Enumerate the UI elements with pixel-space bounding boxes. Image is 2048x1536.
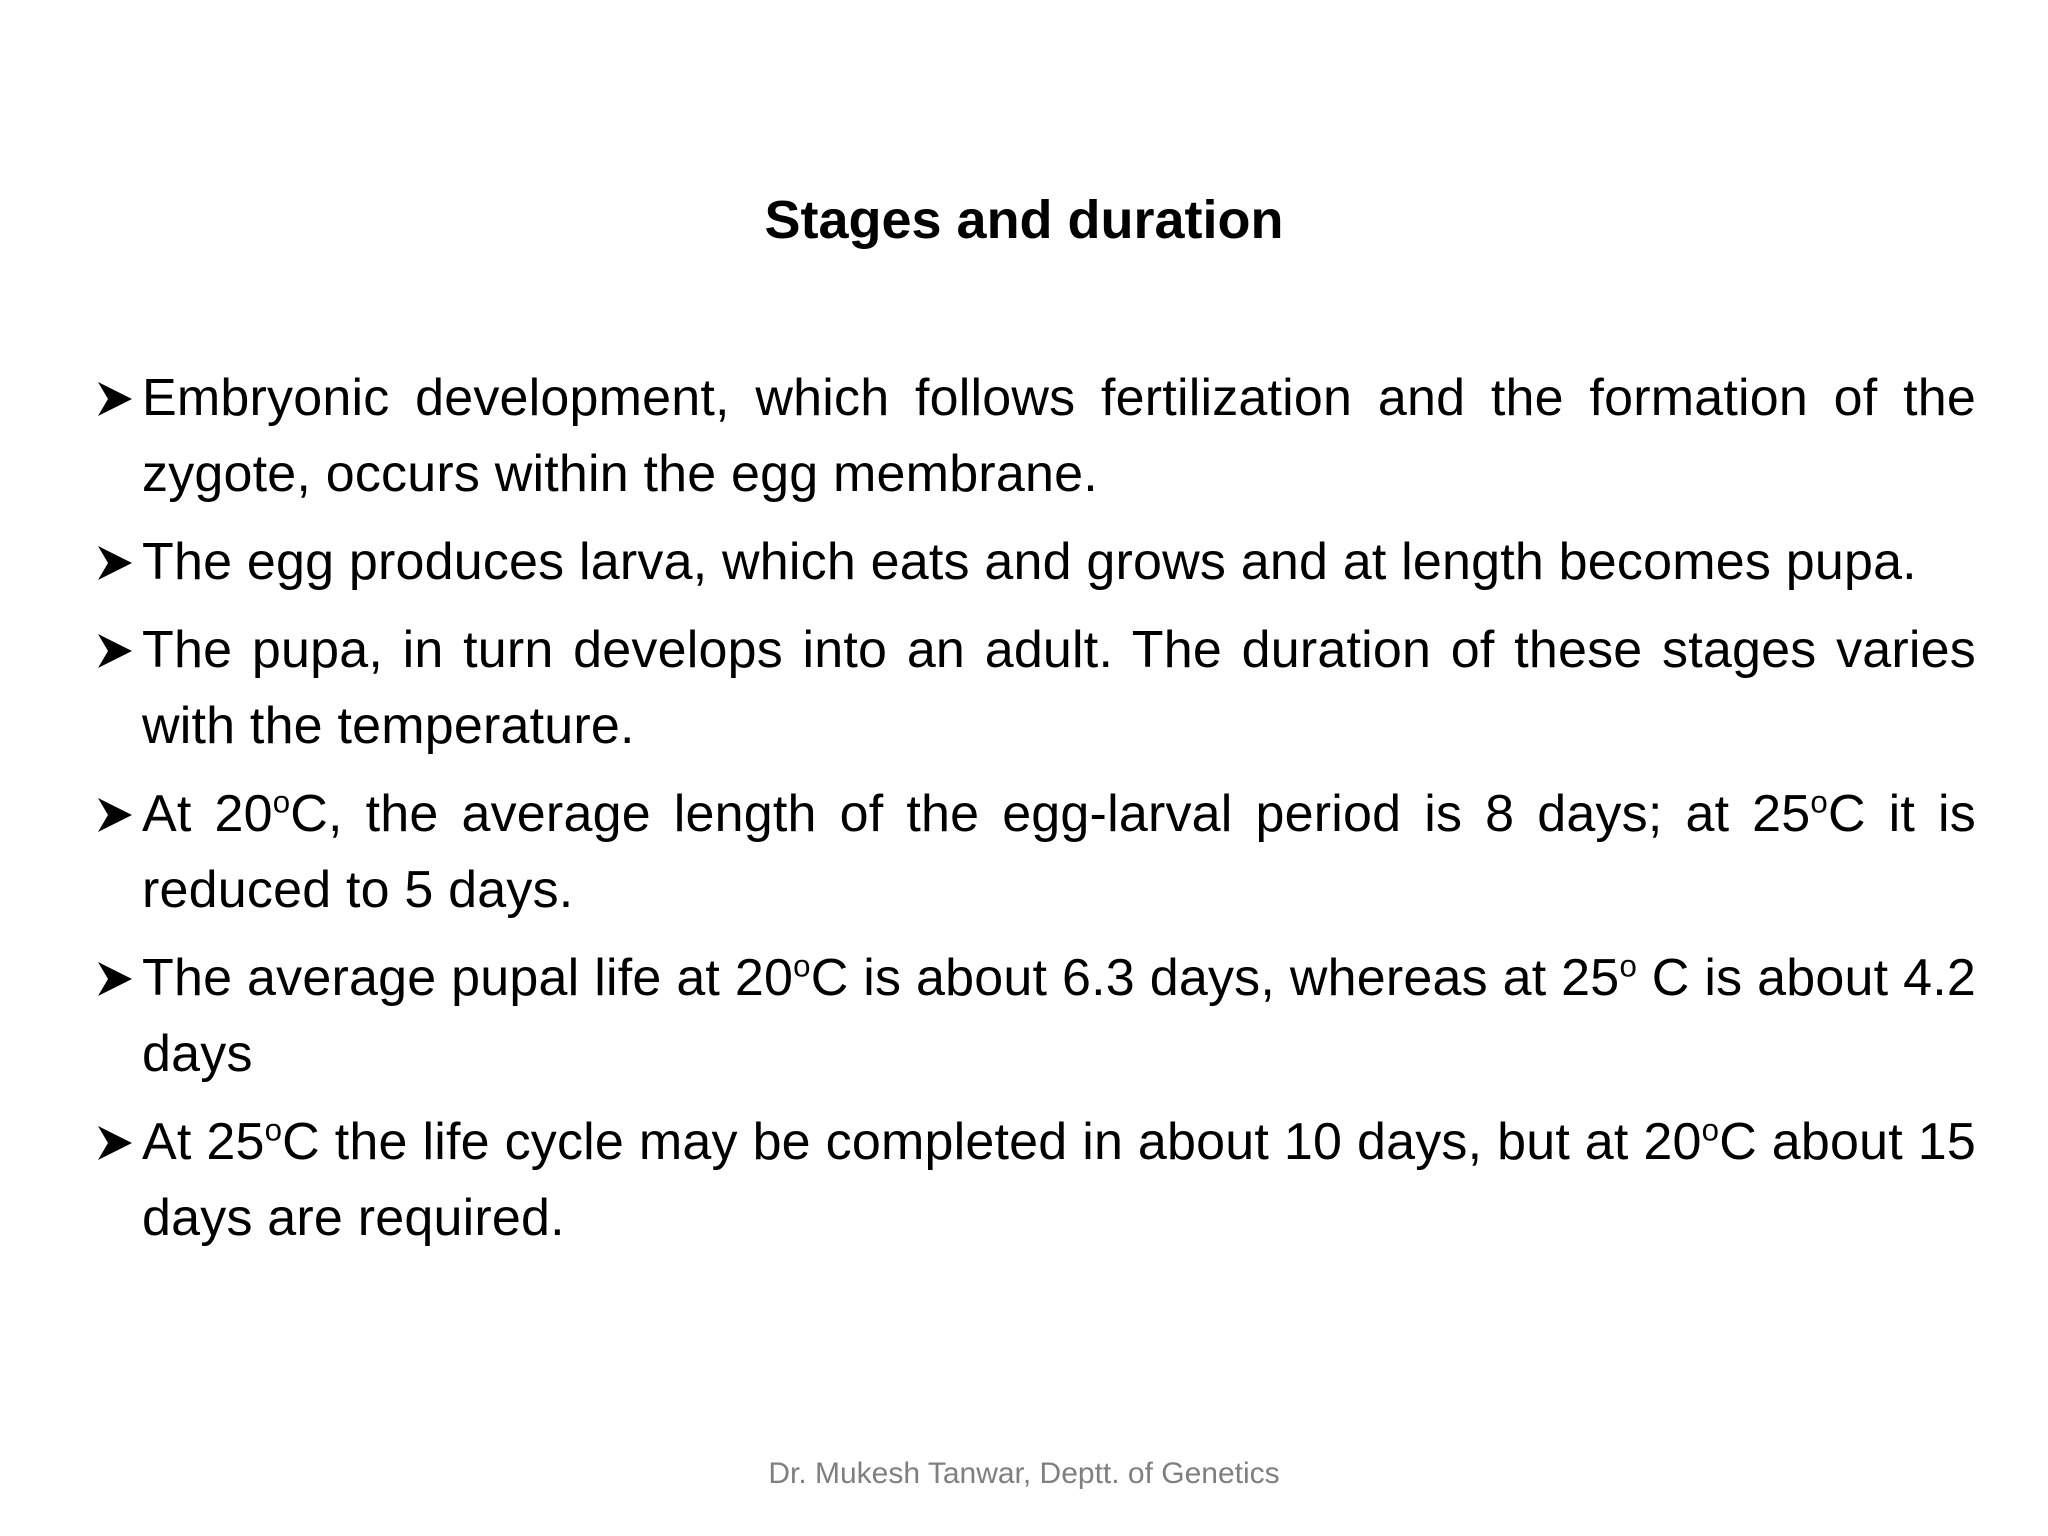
- arrowhead-bullet-icon: [96, 776, 140, 852]
- bullet-list: [96, 360, 1976, 1268]
- degree-superscript: o: [1701, 1112, 1720, 1148]
- degree-superscript: o: [1810, 784, 1828, 820]
- bullet-text-segment: The egg produces larva, which eats and grows and at length becomes pupa.: [142, 533, 1917, 591]
- bullet-item: [96, 360, 1976, 512]
- bullet-item: [96, 524, 1976, 600]
- degree-superscript: o: [1619, 948, 1637, 984]
- arrowhead-bullet-icon: [96, 1104, 140, 1180]
- arrowhead-bullet-icon: [96, 524, 140, 600]
- bullet-text-segment: C about 15 days are required.: [142, 1113, 1976, 1247]
- arrowhead-bullet-icon: [96, 360, 140, 436]
- bullet-text: [142, 1113, 1976, 1247]
- bullet-text-segment: Embryonic development, which follows fertilization and the formation of the zygote, occurs within the egg membrane.: [142, 369, 1976, 503]
- bullet-text: [142, 785, 1976, 919]
- bullet-item: [96, 776, 1976, 928]
- bullet-item: [96, 612, 1976, 764]
- slide-title: Stages and duration: [764, 190, 1284, 250]
- bullet-item: [96, 940, 1976, 1092]
- bullet-text-segment: C is about 4.2 days: [142, 949, 1976, 1083]
- bullet-text: [142, 621, 1976, 755]
- bullet-text-segment: At 20: [142, 785, 273, 843]
- bullet-text-segment: The average pupal life at 20: [142, 949, 794, 1007]
- degree-superscript: o: [793, 948, 811, 984]
- bullet-item: [96, 1104, 1976, 1256]
- bullet-text: [142, 949, 1976, 1083]
- bullet-text-segment: C is about 6.3 days, whereas at 25: [810, 949, 1620, 1007]
- bullet-text-segment: C the life cycle may be completed in about 10 days, but at 20: [282, 1113, 1702, 1171]
- degree-superscript: o: [264, 1112, 283, 1148]
- bullet-text-segment: C it is reduced to 5 days.: [142, 785, 1976, 919]
- degree-superscript: o: [272, 784, 291, 820]
- slide-footer: Dr. Mukesh Tanwar, Deptt. of Genetics: [768, 1457, 1280, 1490]
- bullet-text-segment: At 25: [142, 1113, 265, 1171]
- bullet-text-segment: C, the average length of the egg-larval period is 8 days; at 25: [290, 785, 1811, 843]
- bullet-text-segment: The pupa, in turn develops into an adult. The duration of these stages varies with the temperature.: [142, 621, 1976, 755]
- bullet-text: [142, 369, 1976, 503]
- arrowhead-bullet-icon: [96, 612, 140, 688]
- bullet-text: [142, 533, 1917, 591]
- arrowhead-bullet-icon: [96, 940, 140, 1016]
